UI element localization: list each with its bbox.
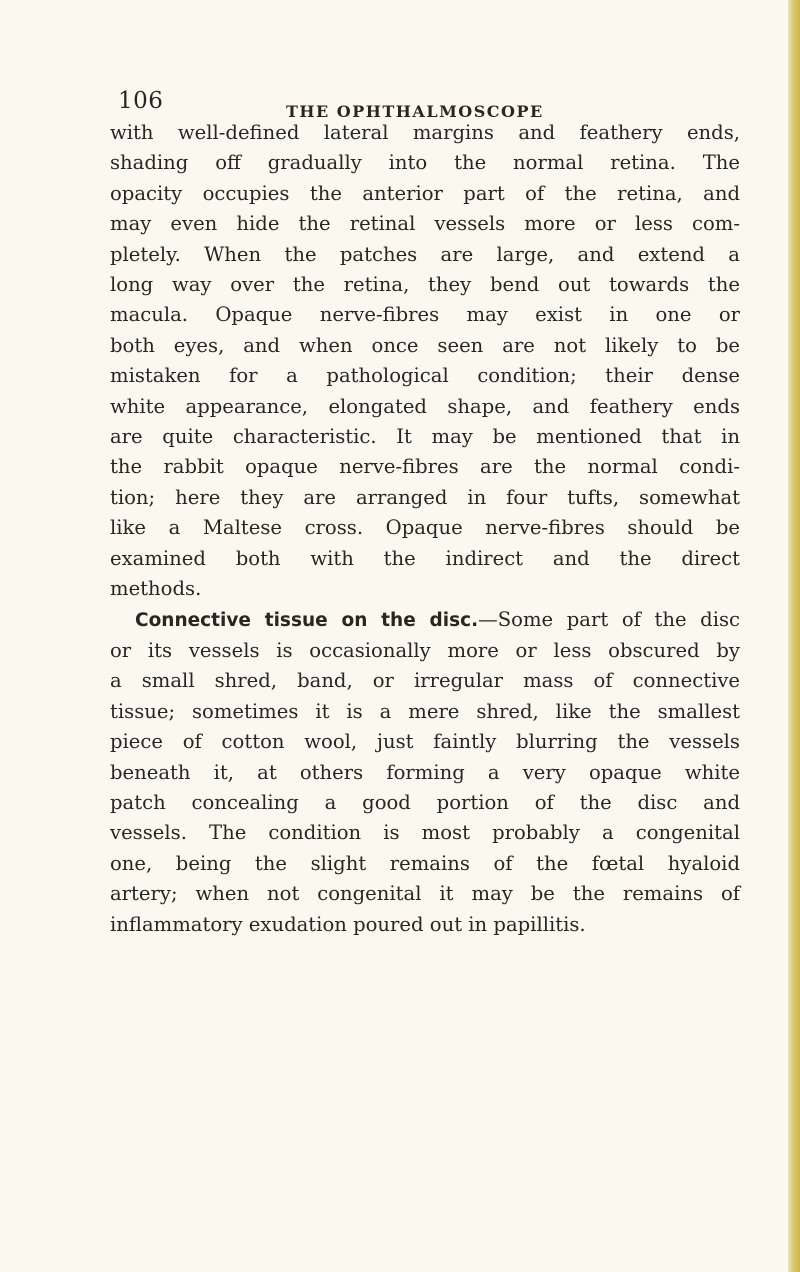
paragraph-opaque-nerve-fibres (110, 118, 740, 605)
text-line: white appearance, elongated shape, and feathery ends (110, 394, 740, 418)
text-line: inflammatory exudation poured out in papillitis. (110, 912, 586, 936)
paragraph-connective-tissue (110, 605, 740, 940)
section-run-in-heading: Connective tissue on the disc. (135, 609, 479, 631)
text-line: both eyes, and when once seen are not likely to be (110, 333, 740, 357)
text-line: with well-defined lateral margins and feathery ends, (110, 121, 740, 144)
text-line: beneath it, at others forming a very opaque white (110, 760, 740, 784)
text-line-rest: —Some part of the disc (478, 607, 740, 631)
body-text (110, 118, 740, 940)
text-line: or its vessels is occasionally more or less obscured by (110, 638, 740, 662)
text-line: a small shred, band, or irregular mass of connective (110, 669, 740, 693)
page-edge (788, 0, 800, 1272)
text-line: one, being the slight remains of the fœtal hyaloid (110, 851, 740, 875)
text-line: macula. Opaque nerve-fibres may exist in one or (110, 303, 740, 327)
running-head: THE OPHTHALMOSCOPE (286, 102, 544, 121)
text-line: shading off gradually into the normal retina. The (110, 151, 740, 175)
text-line: patch concealing a good portion of the disc and (110, 790, 740, 814)
text-line: like a Maltese cross. Opaque nerve-fibres should be (110, 516, 740, 540)
text-line: opacity occupies the anterior part of the retina, and (110, 181, 740, 205)
text-line: are quite characteristic. It may be mentioned that in (110, 425, 740, 449)
page-number: 106 (118, 88, 164, 114)
text-line: may even hide the retinal vessels more or less com- (110, 212, 740, 236)
text-line: pletely. When the patches are large, and extend a (110, 242, 740, 266)
text-line: methods. (110, 577, 202, 601)
text-line: mistaken for a pathological condition; their dense (110, 364, 740, 388)
text-line: tion; here they are arranged in four tufts, somewhat (110, 485, 740, 509)
text-line: the rabbit opaque nerve-fibres are the normal condi- (110, 455, 740, 479)
text-line: piece of cotton wool, just faintly blurring the vessels (110, 730, 740, 754)
text-line (110, 605, 740, 636)
text-line: examined both with the indirect and the direct (110, 546, 740, 570)
text-line: long way over the retina, they bend out towards the (110, 273, 740, 297)
text-line: tissue; sometimes it is a mere shred, like the smallest (110, 699, 740, 723)
text-line: vessels. The condition is most probably a congenital (110, 821, 740, 845)
text-line: artery; when not congenital it may be the remains of (110, 882, 740, 906)
